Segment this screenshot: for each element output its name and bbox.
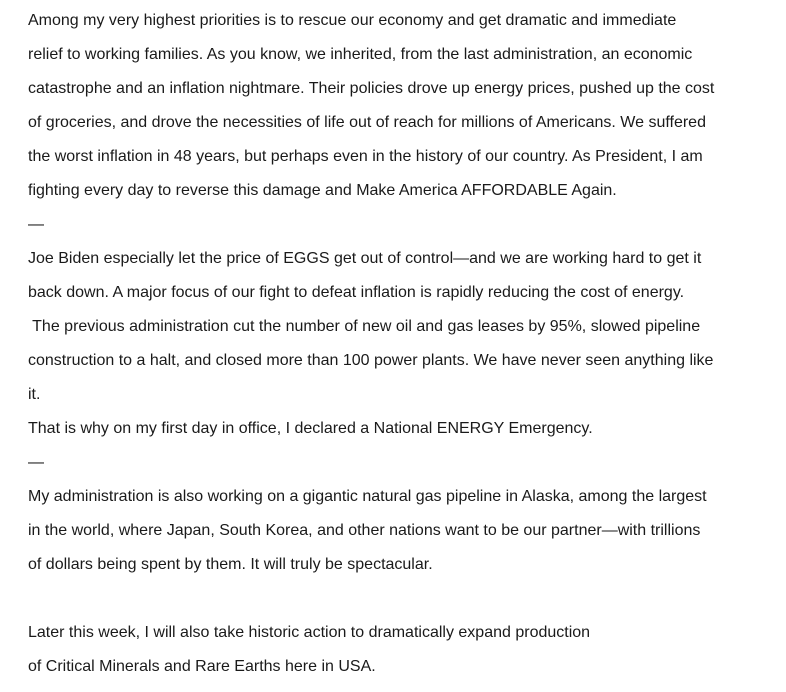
text-line: Among my very highest priorities is to rescue our economy and get dramatic and immediate bbox=[28, 12, 677, 29]
paragraph-alaska-pipeline bbox=[28, 482, 778, 584]
text-line: catastrophe and an inflation nightmare. Their policies drove up energy prices, pushed up the cost bbox=[28, 80, 715, 97]
paragraph-eggs-energy bbox=[28, 244, 778, 414]
paragraph-critical-minerals bbox=[28, 618, 778, 686]
text-line: My administration is also working on a gigantic natural gas pipeline in Alaska, among the largest bbox=[28, 488, 707, 505]
text-line: of dollars being spent by them. It will truly be spectacular. bbox=[28, 556, 433, 573]
blank-line bbox=[28, 584, 778, 618]
text-line: of Critical Minerals and Rare Earths here in USA. bbox=[28, 658, 376, 675]
statement-document bbox=[28, 6, 778, 686]
text-line: back down. A major focus of our fight to defeat inflation is rapidly reducing the cost of energy. bbox=[28, 284, 685, 301]
text-line: Joe Biden especially let the price of EGGS get out of control—and we are working hard to get it bbox=[28, 250, 702, 267]
text-line: construction to a halt, and closed more than 100 power plants. We have never seen anything like bbox=[28, 352, 714, 369]
paragraph-energy-emergency bbox=[28, 414, 778, 448]
text-line: of groceries, and drove the necessities of life out of reach for millions of Americans. We suffered bbox=[28, 114, 706, 131]
text-line: Later this week, I will also take historic action to dramatically expand production bbox=[28, 624, 591, 641]
text-line: relief to working families. As you know, we inherited, from the last administration, an economic bbox=[28, 46, 693, 63]
section-separator: — bbox=[28, 216, 44, 233]
text-line: The previous administration cut the number of new oil and gas leases by 95%, slowed pipeline bbox=[28, 318, 701, 335]
text-line: fighting every day to reverse this damage and Make America AFFORDABLE Again. bbox=[28, 182, 617, 199]
text-line: in the world, where Japan, South Korea, and other nations want to be our partner—with trillions bbox=[28, 522, 701, 539]
text-line: it. bbox=[28, 386, 41, 403]
text-line: the worst inflation in 48 years, but perhaps even in the history of our country. As President, I am bbox=[28, 148, 703, 165]
section-separator: — bbox=[28, 454, 44, 471]
text-line: That is why on my first day in office, I declared a National ENERGY Emergency. bbox=[28, 420, 593, 437]
paragraph-priorities bbox=[28, 6, 778, 210]
